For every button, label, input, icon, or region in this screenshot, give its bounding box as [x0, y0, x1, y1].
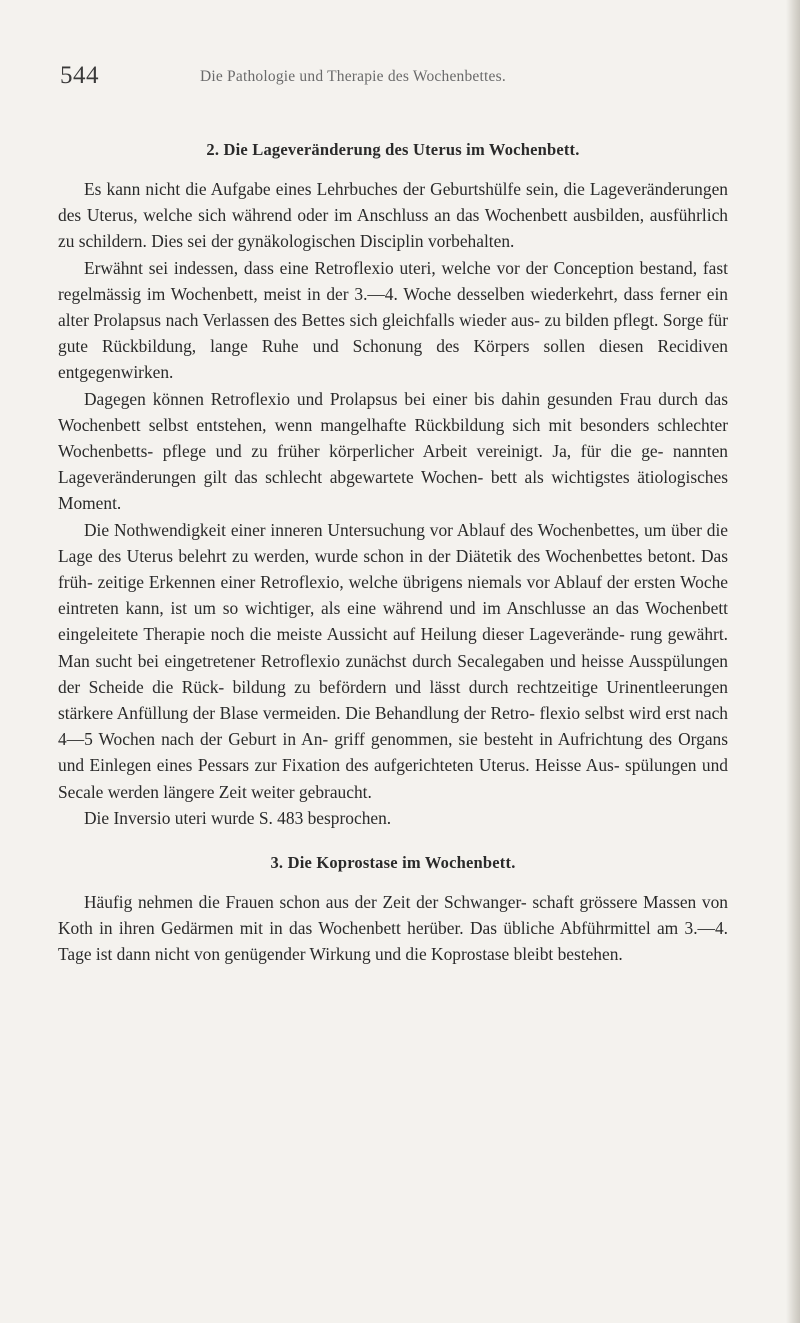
section-heading-lageveraenderung: 2. Die Lageveränderung des Uterus im Wochenbett.: [206, 140, 580, 159]
running-title: Die Pathologie und Therapie des Wochenbettes.: [200, 68, 506, 85]
paragraph: Die Inversio uteri wurde S. 483 besprochen.: [84, 807, 392, 828]
paragraph: Häufig nehmen die Frauen schon aus der Zeit der Schwanger- schaft grössere Massen von Koth in ihren Gedärmen mit in das Wochenbett herüber. Das übliche Abführmittel am 3.—4. Tage ist dann nicht von genügender Wirkung und die Koprostase bleibt bestehen.: [58, 892, 728, 965]
paragraph: Erwähnt sei indessen, dass eine Retroflexio uteri, welche vor der Conception bestand, fast regelmässig im Wochenbett, meist in der 3.—4. Woche desselben wiederkehrt, dass ferner ein alter Prolapsus nach Verlassen des Bettes sich gleichfalls wieder aus- zu bilden pflegt. Sorge für gute Rückbildung, lange Ruhe und Schonung des Körpers sollen diesen Recidiven entgegenwirken.: [58, 257, 728, 383]
body-text: [58, 140, 728, 968]
section-gap: [58, 831, 728, 853]
page-number: 544: [60, 62, 99, 89]
paragraph: Dagegen können Retroflexio und Prolapsus bei einer bis dahin gesunden Frau durch das Wochenbett selbst entstehen, wenn mangelhafte Rückbildung sich mit besonders schlechter Wochenbetts- pflege und zu früher körperlicher Arbeit vereinigt. Ja, für die ge- nannten Lageveränderungen gilt das schlecht abgewartete Wochen- bett als wichtigstes ätiologisches Moment.: [58, 388, 728, 514]
paragraph: Die Nothwendigkeit einer inneren Untersuchung vor Ablauf des Wochenbettes, um über die Lage des Uterus belehrt zu werden, wurde schon in der Diätetik des Wochenbettes betont. Das früh- zeitige Erkennen einer Retroflexio, welche übrigens niemals vor Ablauf der ersten Woche eintreten kann, ist um so wichtiger, als eine während und im Anschlusse an das Wochenbett eingeleitete Therapie noch die meiste Aussicht auf Heilung dieser Lageverände- rung gewährt. Man sucht bei eingetretener Retroflexio zunächst durch Secalegaben und heisse Ausspülungen der Scheide die Rück- bildung zu befördern und lässt durch rechtzeitige Urinentleerungen stärkere Anfüllung der Blase vermeiden. Die Behandlung der Retro- flexio selbst wird erst nach 4—5 Wochen nach der Geburt in An- griff genommen, sie besteht in Aufrichtung des Organs und Einlegen eines Pessars zur Fixation des aufgerichteten Uterus. Heisse Aus- spülungen und Secale werden längere Zeit weiter gebraucht.: [58, 519, 728, 802]
page-header: [60, 62, 720, 92]
section-heading-koprostase: 3. Die Koprostase im Wochenbett.: [270, 853, 516, 873]
page-edge-shadow: [786, 0, 800, 1323]
paragraph: Es kann nicht die Aufgabe eines Lehrbuches der Geburtshülfe sein, die Lageveränderungen des Uterus, welche sich während oder im Anschluss an das Wochenbett ausbilden, ausführlich zu schildern. Dies sei der gynäkologischen Disciplin vorbehalten.: [58, 179, 728, 252]
